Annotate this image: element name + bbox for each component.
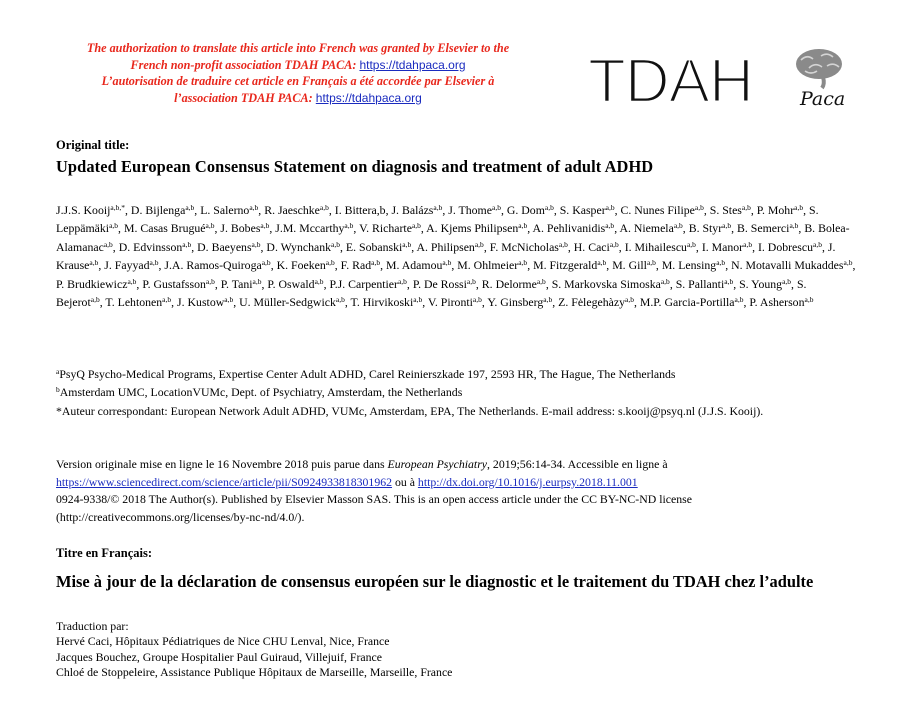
author-name bbox=[329, 277, 406, 291]
author-affiliation-marker: a,b bbox=[789, 221, 799, 231]
affiliations bbox=[56, 365, 856, 420]
authorization-notice bbox=[30, 40, 566, 106]
author-name bbox=[533, 258, 606, 272]
author-name bbox=[710, 203, 751, 217]
author-affiliation-marker: a,b bbox=[224, 295, 234, 305]
french-title-label: Titre en Français: bbox=[56, 546, 153, 560]
author-name bbox=[612, 258, 656, 272]
author-affiliation-marker: a,b bbox=[433, 203, 443, 212]
version-mid: , 2019;56:14-34. Accessible en ligne à bbox=[487, 457, 668, 471]
author-name bbox=[574, 240, 619, 254]
author-name bbox=[359, 221, 421, 235]
author-name-text: P. Tani bbox=[220, 276, 253, 291]
author-name bbox=[640, 295, 744, 309]
publication-info bbox=[56, 456, 856, 526]
author-affiliation-marker: a,b bbox=[260, 221, 270, 231]
author-name-text: S. Stes bbox=[709, 203, 742, 217]
author-name-text: T. Hirvikoski bbox=[350, 295, 414, 310]
author-name bbox=[417, 240, 484, 254]
notice-line-1: The authorization to translate this article into French was granted by Elsevier to the bbox=[86, 41, 510, 55]
author-name-text: I. Manor bbox=[701, 239, 744, 254]
version-pre: Version originale mise en ligne le 16 Novembre 2018 puis parue dans bbox=[56, 457, 388, 471]
author-affiliation-marker: a,b bbox=[646, 258, 656, 268]
author-name bbox=[739, 277, 791, 291]
author-affiliation-marker: a,b bbox=[413, 295, 423, 305]
translation-credits bbox=[56, 619, 856, 681]
affiliation-b-marker: b bbox=[56, 385, 60, 395]
author-name-text: C. Nunes Filipe bbox=[620, 203, 695, 217]
author-name bbox=[413, 277, 476, 291]
author-name bbox=[142, 277, 215, 291]
author-name-text: S. Pallanti bbox=[675, 276, 725, 291]
author-name bbox=[487, 295, 552, 309]
author-name-text: L. Salerno bbox=[200, 203, 250, 217]
author-name bbox=[351, 295, 423, 309]
original-title: Updated European Consensus Statement on diagnosis and treatment of adult ADHD bbox=[56, 157, 654, 176]
affiliation-a-marker: a bbox=[56, 367, 60, 376]
author-affiliation-marker: a,b bbox=[660, 276, 670, 286]
author-name-text: P. Gustafsson bbox=[142, 276, 206, 291]
affiliation-b-text: Amsterdam UMC, LocationVUMc, Dept. of Psychiatry, Amsterdam, the Netherlands bbox=[59, 385, 463, 400]
author-name bbox=[239, 295, 345, 309]
author-name-text: M. Lensing bbox=[661, 258, 717, 273]
journal-name: European Psychiatry bbox=[387, 457, 488, 471]
notice-line-2 bbox=[30, 57, 566, 74]
author-name bbox=[621, 203, 704, 217]
author-name bbox=[448, 203, 501, 217]
author-affiliation-marker: a,b bbox=[782, 276, 792, 286]
author-affiliation-marker: a,b bbox=[397, 276, 407, 286]
author-affiliation-marker: a,b bbox=[743, 239, 753, 249]
brain-icon bbox=[796, 49, 842, 88]
author-name-text: D. Edvinsson bbox=[118, 239, 183, 254]
author-name bbox=[702, 240, 752, 254]
author-name bbox=[275, 221, 353, 235]
author-name-text: E. Sobanski bbox=[345, 239, 403, 254]
author-name bbox=[757, 203, 803, 217]
author-name-text: F. McNicholas bbox=[489, 239, 559, 254]
translator-1: Hervé Caci, Hôpitaux Pédiatriques de Nice CHU Lenval, Nice, France bbox=[56, 634, 390, 649]
author-affiliation-marker: a,b bbox=[182, 239, 192, 249]
author-list: J.J.S. Kooij$^{a,b,*}$, D. Bijlenga$^{a,b}$, L. Salerno$^{a,b}$, R. Jaeschke$^{a,b}$, I. Bittera,b, J. Balázs$^{a,b}$, J. Thome$^{a,b}$, G. Dom$^{a,b}$, S. Kasper$^{a,b}$, C. Nunes Filipe$^{a,b}$, S. Stes$^{a,b}$, P. Mohr$^{a,b}$, S. Leppämäki$^{a,b}$, M. Casas Brugué$^{a,b}$, J. Bobes$^{a,b}$, J.M. Mccarthy$^{a,b}$, V. Richarte$^{a,b}$, A. Kjems Philipsen$^{a,b}$, A. Pehlivanidis$^{a,b}$, A. Niemela$^{a,b}$, B. Styr$^{a,b}$, B. Semerci$^{a,b}$, B. Bolea-Alamanac$^{a,b}$, D. Edvinsson$^{a,b}$, D. Baeyens$^{a,b}$, D. Wynchank$^{a,b}$, E. Sobanski$^{a,b}$, A. Philipsen$^{a,b}$, F. McNicholas$^{a,b}$, H. Caci$^{a,b}$, I. Mihailescu$^{a,b}$, I. Manor$^{a,b}$, I. Dobrescu$^{a,b}$, J. Krause$^{a,b}$, J. Fayyad$^{a,b}$, J.A. Ramos-Quiroga$^{a,b}$, K. Foeken$^{a,b}$, F. Rad$^{a,b}$, M. Adamou$^{a,b}$, M. Ohlmeier$^{a,b}$, M. Fitzgerald$^{a,b}$, M. Gill$^{a,b}$, M. Lensing$^{a,b}$, N. Motavalli Mukaddes$^{a,b}$, P. Brudkiewicz$^{a,b}$, P. Gustafsson$^{a,b}$, P. Tani$^{a,b}$, P. Oswald$^{a,b}$, P.J. Carpentier$^{a,b}$, P. De Rossi$^{a,b}$, R. Delorme$^{a,b}$, S. Markovska Simoska$^{a,b}$, S. Pallanti$^{a,b}$, S. Young$^{a,b}$, S. Bejerot$^{a,b}$, T. Lehtonen$^{a,b}$, J. Kustow$^{a,b}$, U. Müller-Sedgwick$^{a,b}$, T. Hirvikoski$^{a,b}$, V. Pironti$^{a,b}$, Y. Ginsberg$^{a,b}$, Z. Fėlegehàzy$^{a,b}$, M.P. Garcia-Portilla$^{a,b}$, P. Asherson$^{a,b}$ bbox=[56, 203, 856, 310]
author-name-text: J. Bobes bbox=[220, 221, 261, 236]
author-name-text: P. De Rossi bbox=[412, 276, 467, 291]
author-name bbox=[221, 277, 262, 291]
author-affiliation-marker: a,b bbox=[162, 295, 172, 305]
author-affiliation-marker: a,b bbox=[474, 239, 484, 249]
author-name-text: M. Ohlmeier bbox=[457, 258, 519, 273]
author-name bbox=[266, 240, 340, 254]
tdah-paca-logo bbox=[588, 48, 858, 110]
author-name bbox=[56, 203, 125, 217]
author-name-text: J. Balázs bbox=[391, 203, 434, 217]
author-affiliation-marker: a,b bbox=[149, 258, 159, 268]
author-name-text: P. Oswald bbox=[267, 276, 315, 291]
author-affiliation-marker: a,b bbox=[442, 258, 452, 268]
author-name bbox=[625, 240, 696, 254]
author-affiliation-marker: a,b bbox=[472, 295, 482, 305]
author-name bbox=[104, 258, 158, 272]
author-name bbox=[200, 203, 258, 217]
author-name-text: D. Wynchank bbox=[266, 239, 332, 254]
author-affiliation-marker: a,b bbox=[724, 276, 734, 286]
author-name bbox=[426, 221, 527, 235]
original-title-label: Original title: bbox=[56, 138, 130, 152]
author-name-text: J.A. Ramos-Quiroga bbox=[164, 258, 262, 273]
author-name-text: A. Pehlivanidis bbox=[532, 221, 606, 236]
author-name-text: F. Rad bbox=[340, 258, 372, 273]
author-name-text: I. Mihailescu bbox=[624, 239, 687, 254]
author-name-text: Z. Fėlegehàzy bbox=[558, 295, 625, 310]
author-name bbox=[749, 295, 813, 309]
author-name-text: B. Styr bbox=[688, 221, 723, 236]
author-name-text: G. Dom bbox=[506, 203, 545, 217]
author-name bbox=[105, 295, 171, 309]
author-name-text: M. Gill bbox=[612, 258, 647, 273]
author-name-text: Y. Ginsberg bbox=[487, 295, 544, 310]
author-name bbox=[532, 221, 614, 235]
author-name bbox=[164, 258, 270, 272]
author-affiliation-marker: a,b bbox=[686, 239, 696, 249]
author-name-text: P. Brudkiewicz bbox=[56, 276, 128, 291]
author-name bbox=[131, 203, 194, 217]
notice-line-3: L’autorisation de traduire cet article en Français a été accordée par Elsevier à bbox=[101, 74, 495, 88]
author-name bbox=[737, 221, 798, 235]
author-affiliation-marker: a,b bbox=[716, 258, 726, 268]
author-affiliation-marker: a,b bbox=[90, 295, 100, 305]
corresponding-author: *Auteur correspondant: European Network Adult ADHD, VUMc, Amsterdam, EPA, The Netherlands. E-mail address: s.kooij@psyq.nl (J.J.S. Kooij). bbox=[56, 403, 764, 418]
author-name bbox=[428, 295, 482, 309]
author-name-text: D. Baeyens bbox=[197, 239, 252, 254]
author-affiliation-marker: a,b bbox=[344, 221, 354, 231]
author-name-text: J. Kustow bbox=[177, 295, 225, 310]
license-text: 0924-9338/© 2018 The Author(s). Published by Elsevier Masson SAS. This is an open access article under the CC BY-NC-ND license (http://creativecommons.org/licenses/by-nc-nd/4.0/). bbox=[56, 492, 692, 524]
author-affiliation-marker: a,b bbox=[205, 276, 215, 286]
logo-main-text: TDAH bbox=[588, 48, 753, 110]
author-name bbox=[552, 277, 670, 291]
author-name-text: S. Bejerot bbox=[56, 276, 807, 310]
author-affiliation-marker: a,b bbox=[518, 221, 528, 231]
author-name bbox=[346, 240, 411, 254]
author-affiliation-marker: a,b bbox=[609, 239, 619, 249]
author-name-text: M. Adamou bbox=[386, 258, 443, 273]
author-name bbox=[220, 221, 269, 235]
author-name bbox=[56, 277, 136, 291]
author-name-text: S. Young bbox=[739, 276, 783, 291]
author-name-text: M. Fitzgerald bbox=[533, 258, 598, 273]
version-or: ou à bbox=[392, 474, 418, 489]
author-name bbox=[490, 240, 568, 254]
author-name bbox=[267, 277, 323, 291]
author-name bbox=[619, 221, 682, 235]
author-name-text: V. Pironti bbox=[427, 295, 473, 310]
author-name-text: I. Bittera,b bbox=[334, 203, 386, 217]
author-name bbox=[119, 240, 192, 254]
author-affiliation-marker: a,b bbox=[402, 239, 412, 249]
author-name-text: S. Markovska Simoska bbox=[551, 276, 661, 291]
author-affiliation-marker: a,b bbox=[251, 239, 261, 249]
author-affiliation-marker: a,b bbox=[319, 203, 329, 212]
author-name-text: J. Krause bbox=[56, 239, 836, 273]
author-name-text: M. Casas Brugué bbox=[123, 221, 206, 236]
author-affiliation-marker: a,b bbox=[335, 295, 345, 305]
french-title: Mise à jour de la déclaration de consensus européen sur le diagnostic et le traitement du TDAH chez l’adulte bbox=[56, 572, 814, 591]
author-name-text: B. Bolea-Alamanac bbox=[56, 221, 850, 254]
author-affiliation-marker: a,b bbox=[103, 239, 113, 249]
author-affiliation-marker: a,b bbox=[605, 203, 615, 212]
author-affiliation-marker: a,b bbox=[597, 258, 607, 268]
author-name-text: S. Leppämäki bbox=[56, 203, 819, 236]
author-affiliation-marker: a,b bbox=[843, 258, 853, 268]
author-affiliation-marker: a,b bbox=[605, 221, 615, 231]
author-affiliation-marker: a,b,* bbox=[110, 203, 126, 212]
author-name bbox=[277, 258, 335, 272]
author-affiliation-marker: a,b bbox=[558, 239, 568, 249]
author-affiliation-marker: a,b bbox=[518, 258, 528, 268]
notice-line-4 bbox=[30, 90, 566, 107]
author-affiliation-marker: a,b bbox=[544, 203, 554, 212]
author-name-text: P. Asherson bbox=[749, 295, 805, 310]
author-name-text: I. Dobrescu bbox=[757, 239, 814, 254]
author-name-text: P. Mohr bbox=[756, 203, 795, 217]
author-name-text: S. Kasper bbox=[559, 203, 606, 217]
author-name-text: P.J. Carpentier bbox=[329, 276, 398, 291]
author-affiliation-marker: a,b bbox=[89, 258, 99, 268]
author-name bbox=[264, 203, 329, 217]
author-name bbox=[507, 203, 554, 217]
author-affiliation-marker: a,b bbox=[205, 221, 215, 231]
author-affiliation-marker: a,b bbox=[804, 295, 814, 305]
author-affiliation-marker: a,b bbox=[371, 258, 381, 268]
author-affiliation-marker: a,b bbox=[741, 203, 751, 212]
author-name-text: J. Thome bbox=[448, 203, 492, 217]
notice-line-4-text: l’association TDAH PACA: bbox=[174, 90, 316, 105]
author-name bbox=[689, 221, 731, 235]
author-affiliation-marker: a,b bbox=[109, 221, 119, 231]
author-name-text: R. Delorme bbox=[481, 276, 537, 291]
author-affiliation-marker: a,b bbox=[127, 276, 137, 286]
author-affiliation-marker: a,b bbox=[466, 276, 476, 286]
author-name bbox=[482, 277, 546, 291]
author-name bbox=[758, 240, 822, 254]
author-name-text: T. Lehtonen bbox=[105, 295, 163, 310]
author-name bbox=[676, 277, 733, 291]
author-name bbox=[197, 240, 260, 254]
version-text bbox=[56, 456, 856, 491]
author-name bbox=[662, 258, 725, 272]
notice-line-2-text: French non-profit association TDAH PACA: bbox=[130, 57, 360, 72]
author-name-text: H. Caci bbox=[573, 239, 610, 254]
logo-sub-text: Paca bbox=[800, 88, 846, 110]
author-name-text: K. Foeken bbox=[276, 258, 326, 273]
author-affiliation-marker: a,b bbox=[185, 203, 195, 212]
author-affiliation-marker: a,b bbox=[261, 258, 271, 268]
author-affiliation-marker: a,b bbox=[331, 239, 340, 249]
author-name bbox=[560, 203, 615, 217]
author-affiliation-marker: a,b bbox=[813, 239, 822, 249]
author-name-text: V. Richarte bbox=[359, 221, 412, 236]
author-affiliation-marker: a,b bbox=[543, 295, 553, 305]
translator-3: Chloé de Stoppeleire, Assistance Publique Hôpitaux de Marseille, Marseille, France bbox=[56, 665, 453, 680]
author-name-text: A. Kjems Philipsen bbox=[426, 221, 519, 236]
author-affiliation-marker: a,b bbox=[722, 221, 732, 231]
affiliation-a bbox=[56, 365, 856, 383]
author-name bbox=[177, 295, 233, 309]
author-name-text: J. Fayyad bbox=[104, 258, 150, 273]
author-name bbox=[558, 295, 634, 309]
author-affiliation-marker: a,b bbox=[314, 276, 324, 286]
author-name-text: U. Müller-Sedgwick bbox=[239, 295, 336, 310]
translator-2: Jacques Bouchez, Groupe Hospitalier Paul Guiraud, Villejuif, France bbox=[56, 649, 383, 664]
sciencedirect-link[interactable]: https://www.sciencedirect.com/science/article/pii/S0924933818301962 bbox=[56, 474, 393, 489]
author-name-text: A. Philipsen bbox=[416, 239, 475, 254]
doi-link[interactable]: http://dx.doi.org/10.1016/j.eurpsy.2018.11.001 bbox=[417, 474, 638, 489]
affiliation-b bbox=[56, 383, 856, 401]
author-name bbox=[731, 258, 852, 272]
author-name bbox=[341, 258, 381, 272]
author-affiliation-marker: a,b bbox=[252, 276, 262, 286]
author-name bbox=[391, 203, 442, 217]
author-name-text: N. Motavalli Mukaddes bbox=[731, 258, 844, 273]
author-name-text: M.P. Garcia-Portilla bbox=[639, 295, 735, 310]
translation-label: Traduction par: bbox=[56, 619, 129, 633]
author-name-text: D. Bijlenga bbox=[130, 203, 186, 217]
author-name bbox=[124, 221, 215, 235]
author-affiliation-marker: a,b bbox=[249, 203, 259, 212]
author-name bbox=[386, 258, 451, 272]
author-name-text: R. Jaeschke bbox=[264, 203, 320, 217]
tdahpaca-link-2[interactable]: https://tdahpaca.org bbox=[315, 90, 422, 105]
author-affiliation-marker: a,b bbox=[536, 276, 546, 286]
author-affiliation-marker: a,b bbox=[694, 203, 704, 212]
author-name bbox=[335, 203, 386, 217]
affiliation-a-text: PsyQ Psycho-Medical Programs, Expertise Center Adult ADHD, Carel Reinierszkade 197, 2593 HR, The Hague, The Netherlands bbox=[59, 367, 676, 381]
author-name-text: A. Niemela bbox=[619, 221, 674, 236]
author-affiliation-marker: a,b bbox=[794, 203, 804, 212]
tdahpaca-link-1[interactable]: https://tdahpaca.org bbox=[359, 57, 466, 72]
author-name-text: J.M. Mccarthy bbox=[275, 221, 345, 236]
author-name-text: J.J.S. Kooij bbox=[56, 203, 111, 217]
author-name-text: B. Semerci bbox=[737, 221, 790, 236]
author-affiliation-marker: a,b bbox=[734, 295, 744, 305]
author-affiliation-marker: a,b bbox=[491, 203, 501, 212]
author-affiliation-marker: a,b bbox=[325, 258, 335, 268]
author-name bbox=[457, 258, 527, 272]
author-affiliation-marker: a,b bbox=[411, 221, 421, 231]
author-affiliation-marker: a,b bbox=[624, 295, 634, 305]
author-affiliation-marker: a,b bbox=[673, 221, 683, 231]
